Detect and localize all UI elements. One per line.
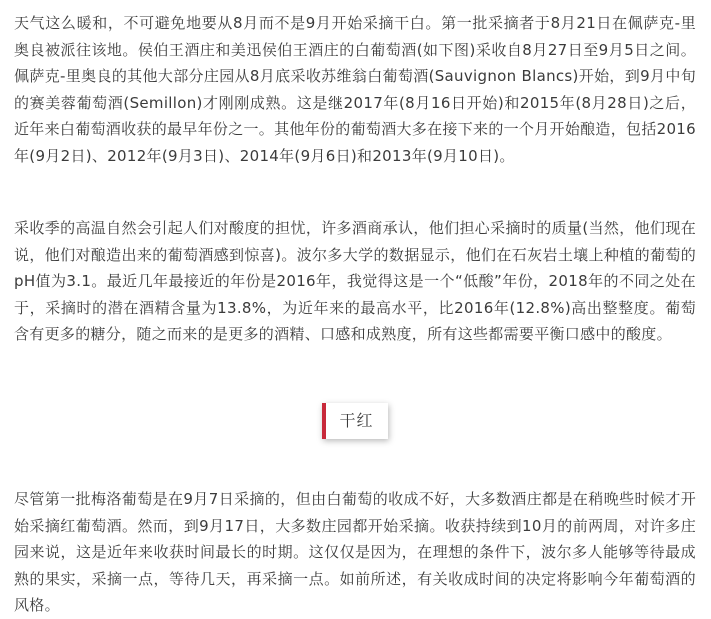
heading-accent-bar <box>322 403 326 439</box>
section-heading-label: 干红 <box>339 411 374 430</box>
section-heading <box>322 403 387 439</box>
section-heading-wrapper <box>14 403 696 439</box>
paragraph-acidity: 采收季的高温自然会引起人们对酸度的担忧，许多酒商承认，他们担心采摘时的质量(当然，他们现在说，他们对酿造出来的葡萄酒感到惊喜)。波尔多大学的数据显示，他们在石灰岩土壤上种植的葡萄的pH值为3.1。最近几年最接近的年份是2016年，我觉得这是一个“低酸”年份，2018年的不同之处在于，采摘时的潜在酒精含量为13.8%，为近年来的最高水平，比2016年(12.8%)高出整整度。葡萄含有更多的糖分，随之而来的是更多的酒精、口感和成熟度，所有这些都需要平衡口感中的酸度。 <box>14 219 696 343</box>
paragraph-red-harvest: 尽管第一批梅洛葡萄是在9月7日采摘的，但由白葡萄的收成不好，大多数酒庄都是在稍晚些时候才开始采摘红葡萄酒。然而，到9月17日，大多数庄园都开始采摘。收获持续到10月的前两周，对许多庄园来说，这是近年来收获时间最长的时期。这仅仅是因为，在理想的条件下，波尔多人能够等待最成熟的果实，采摘一点，等待几天，再采摘一点。如前所述，有关收成时间的决定将影响今年葡萄酒的风格。 <box>14 490 696 614</box>
paragraph-white-harvest: 天气这么暖和，不可避免地要从8月而不是9月开始采摘干白。第一批采摘者于8月21日在佩萨克-里奥良被派往该地。侯伯王酒庄和美迅侯伯王酒庄的白葡萄酒(如下图)采收自8月27日至9月5日之间。佩萨克-里奥良的其他大部分庄园从8月底采收苏维翁白葡萄酒(Sauvignon Blancs)开始，到9月中旬的赛美蓉葡萄酒(Semillon)才刚刚成熟。这是继2017年(8月16日开始)和2015年(8月28日)之后，近年来白葡萄酒收获的最早年份之一。其他年份的葡萄酒大多在接下来的一个月开始酿造，包括2016年(9月2日)、2012年(9月3日)、2014年(9月6日)和2013年(9月10日)。 <box>14 14 696 165</box>
